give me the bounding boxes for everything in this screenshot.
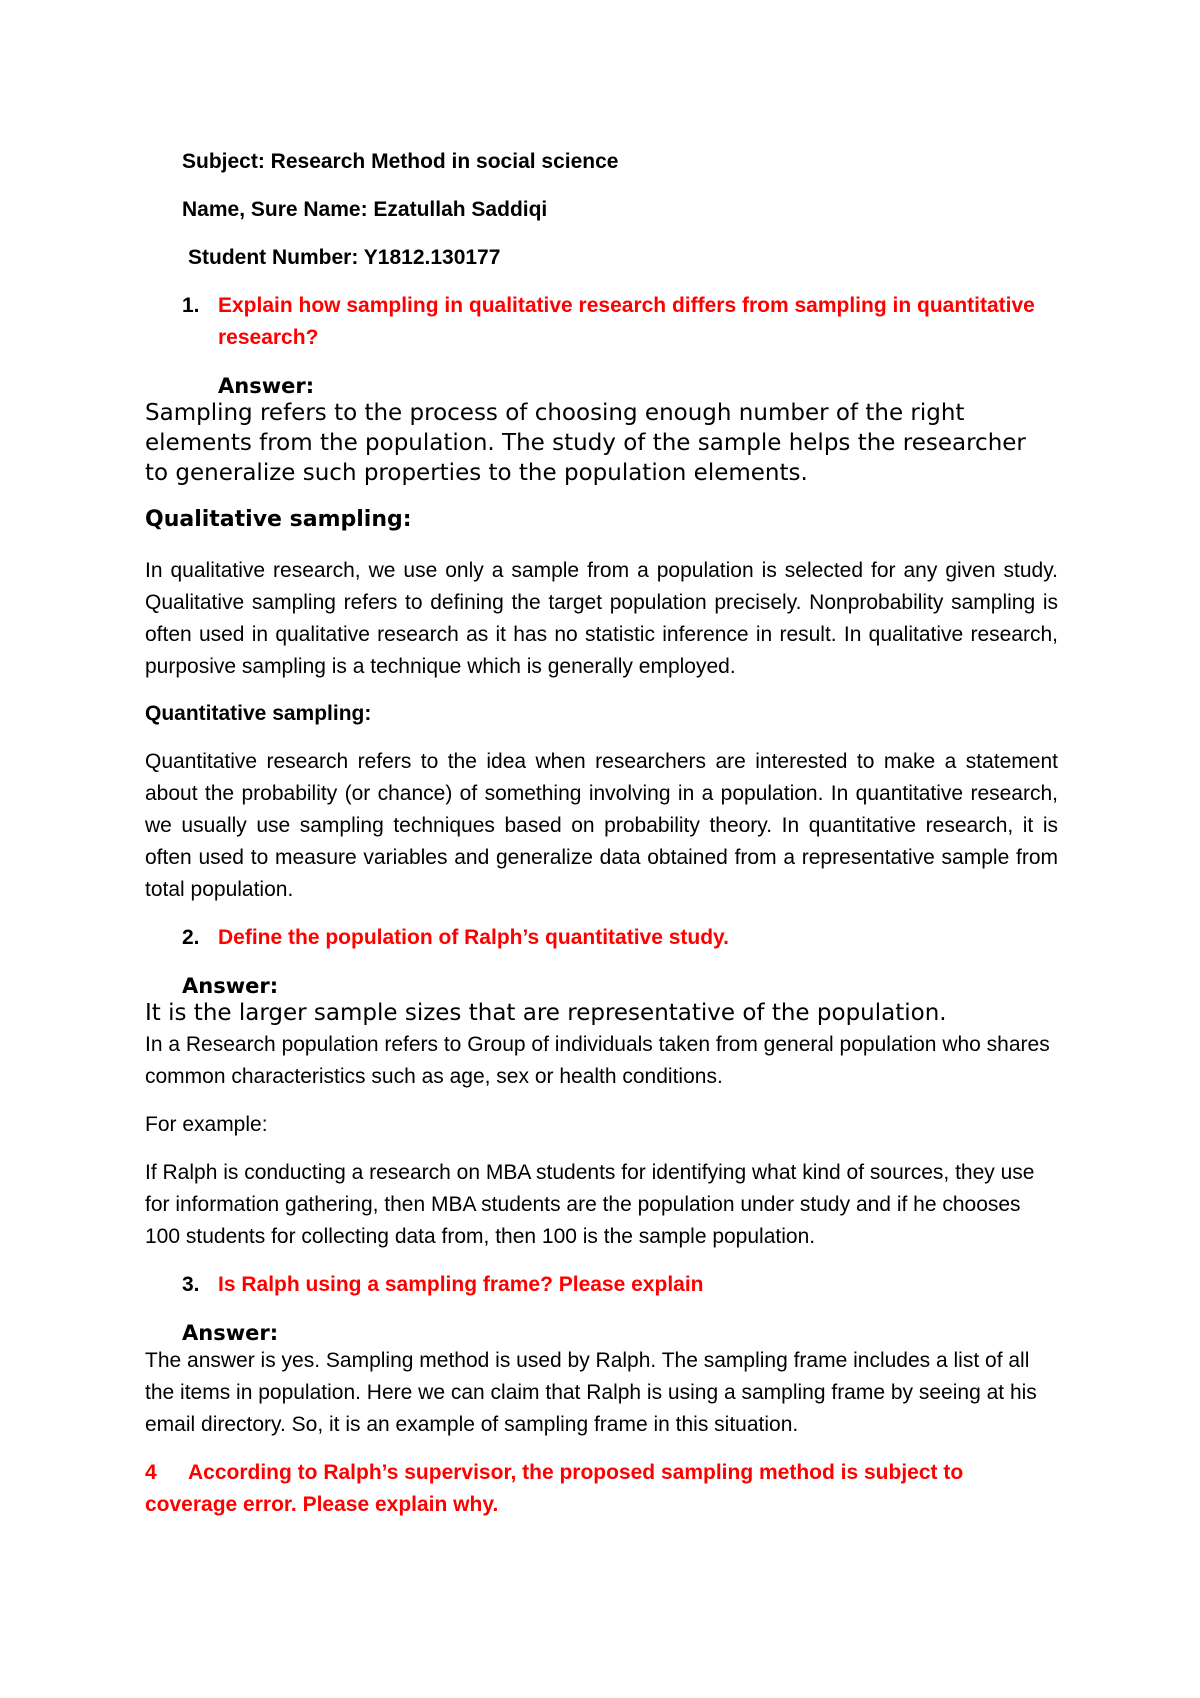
question-4-number: 4 (145, 1461, 157, 1484)
example-text: If Ralph is conducting a research on MBA students for identifying what kind of sources, they use for information gathering, then MBA students are the population under study and if he chooses 100 students for collecting data from, then 100 is the sample population. (145, 1161, 1035, 1248)
question-4-text: According to Ralph’s supervisor, the proposed sampling method is subject to coverage error. Please explain why. (145, 1461, 964, 1516)
example-label: For example: (145, 1113, 268, 1136)
answer-label-3: Answer: (182, 1321, 279, 1345)
answer-3-text: The answer is yes. Sampling method is used by Ralph. The sampling frame includes a list of all the items in population. Here we can claim that Ralph is using a sampling frame by seeing at his email directory. So, it is an example of sampling frame in this situation. (145, 1349, 1037, 1436)
answer-2-text: In a Research population refers to Group of individuals taken from general population who shares common characteristics such as age, sex or health conditions. (145, 1033, 1050, 1088)
question-1 (182, 290, 1062, 354)
question-1-text: Explain how sampling in qualitative research differs from sampling in quantitative research? (218, 294, 1035, 349)
quantitative-text: Quantitative research refers to the idea when researchers are interested to make a statement about the probability (or chance) of something involving in a population. In quantitative research, we usually use sampling techniques based on probability theory. In quantitative research, it is often used to measure variables and generalize data obtained from a representative sample from total population. (145, 750, 1058, 901)
qualitative-heading: Qualitative sampling: (145, 507, 412, 532)
question-3-text: Is Ralph using a sampling frame? Please explain (218, 1273, 704, 1296)
question-2-number: 2. (182, 926, 200, 949)
question-2-text: Define the population of Ralph’s quantitative study. (218, 926, 730, 949)
question-1-number: 1. (182, 294, 200, 317)
question-2 (182, 922, 1062, 954)
student-number-line: Student Number: Y1812.130177 (188, 246, 501, 269)
quantitative-heading: Quantitative sampling: (145, 702, 372, 725)
answer-label-1: Answer: (218, 374, 315, 398)
question-4 (145, 1457, 1058, 1521)
question-3-number: 3. (182, 1273, 200, 1296)
name-line: Name, Sure Name: Ezatullah Saddiqi (182, 198, 548, 221)
answer-label-2: Answer: (182, 974, 279, 998)
question-3 (182, 1269, 1062, 1301)
answer-2-summary: It is the larger sample sizes that are representative of the population. (145, 1000, 947, 1026)
qualitative-text: In qualitative research, we use only a sample from a population is selected for any given study. Qualitative sampling refers to defining the target population precisely. Nonprobability sampling is often used in qualitative research as it has no statistic inference in result. In qualitative research, purposive sampling is a technique which is generally employed. (145, 559, 1058, 678)
answer-1-intro: Sampling refers to the process of choosing enough number of the right elements from the population. The study of the sample helps the researcher to generalize such properties to the population elements. (145, 400, 1026, 486)
subject-line: Subject: Research Method in social science (182, 150, 619, 173)
